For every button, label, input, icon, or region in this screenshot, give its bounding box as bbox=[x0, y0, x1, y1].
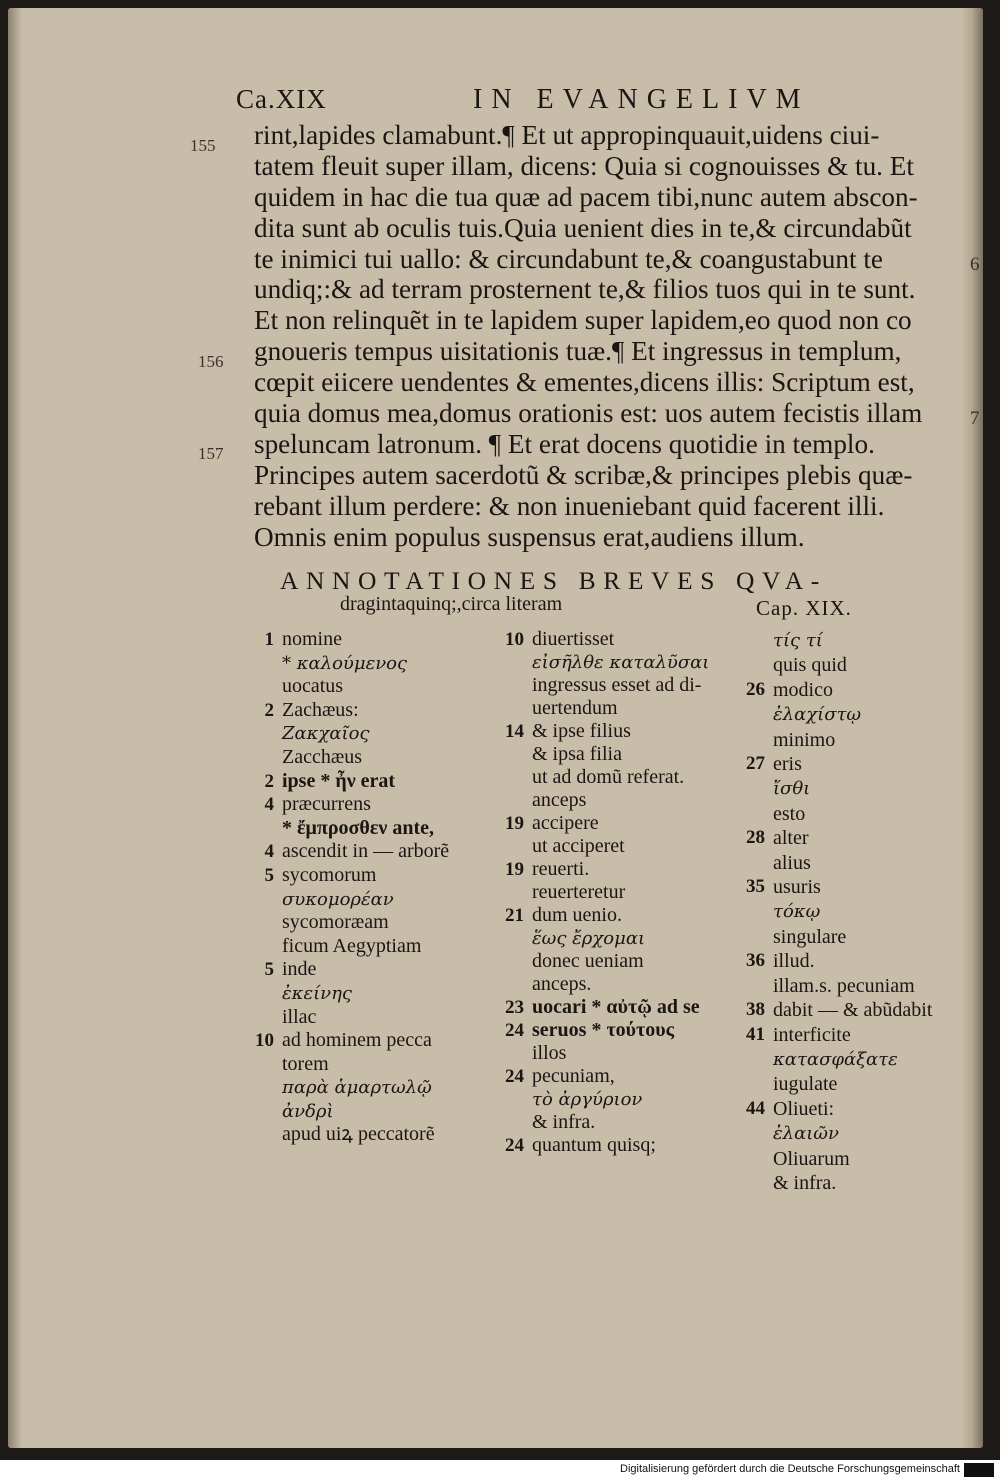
annotation-text: pecuniam, bbox=[532, 1065, 615, 1087]
annotation-verse-number: 2 bbox=[264, 699, 274, 721]
annotation-text: dabit — & abũdabit bbox=[773, 999, 933, 1022]
annotation-text: illac bbox=[282, 1005, 317, 1028]
annotation-entry bbox=[282, 888, 449, 912]
annotation-entry bbox=[773, 653, 932, 677]
annotation-text: uocatus bbox=[282, 675, 344, 698]
text-line: dita sunt ab oculis tuis.Quia uenient dies in te,& circundabũt bbox=[254, 212, 912, 243]
annotation-text: Ζακχαῖος bbox=[282, 723, 370, 745]
text-line: Et non relinquẽt in te lapidem super lapidem,eo quod non co bbox=[254, 305, 912, 336]
text-line: Principes autem sacerdotũ & scribæ,& principes plebis quæ- bbox=[254, 459, 913, 490]
annotation-text: & ipse filius bbox=[532, 720, 631, 742]
annotation-verse-number: 27 bbox=[746, 753, 765, 775]
chapter-running-head: Ca.XIX bbox=[236, 84, 327, 114]
annotation-text: sycomoræam bbox=[282, 911, 389, 934]
annotation-text: accipere bbox=[532, 812, 599, 834]
page-gutter-shadow bbox=[8, 8, 22, 1448]
annotation-entry bbox=[746, 875, 932, 899]
annotation-verse-number: 38 bbox=[746, 999, 765, 1021]
annotation-text: minimo bbox=[773, 728, 836, 751]
annotation-entry bbox=[532, 835, 709, 858]
annotation-entry bbox=[282, 1100, 449, 1124]
annotation-text: nomine bbox=[282, 628, 342, 650]
annotation-text: Zachæus: bbox=[282, 698, 359, 721]
annotation-text: uocari * αὐτῷ ad se bbox=[532, 996, 700, 1018]
annotations-heading: ANNOTATIONES BREVES QVA- bbox=[280, 566, 827, 595]
annotation-verse-number: 1 bbox=[264, 629, 274, 650]
annotation-entry bbox=[505, 1019, 709, 1042]
annotation-entry bbox=[282, 1006, 449, 1030]
text-line: speluncam latronum. ¶ Et erat docens quotidie in templo. bbox=[254, 428, 875, 459]
annotation-entry bbox=[532, 1042, 709, 1065]
annotation-entry bbox=[532, 881, 709, 904]
annotation-text: singulare bbox=[773, 925, 847, 948]
annotations-chapter: Cap. XIX. bbox=[756, 596, 852, 620]
annotation-entry bbox=[532, 927, 709, 950]
annotation-entry bbox=[746, 826, 932, 850]
annotation-entry bbox=[746, 678, 932, 702]
annotation-text: * καλούμενος bbox=[282, 652, 408, 674]
annotation-text: εἰσῆλθε καταλῦσαι bbox=[532, 652, 710, 673]
annotation-text: usuris bbox=[773, 876, 821, 899]
annotation-entry bbox=[505, 858, 709, 881]
annotation-text: torem bbox=[282, 1052, 329, 1075]
annotation-text: anceps bbox=[532, 789, 587, 811]
text-line: tatem fleuit super illam, dicens: Quia si cognouisses & tu. Et bbox=[254, 150, 914, 181]
annotation-verse-number: 24 bbox=[505, 1020, 524, 1041]
annotation-entry bbox=[282, 1123, 449, 1147]
annotation-text: ἐλαχίστῳ bbox=[773, 704, 862, 726]
annotation-entry bbox=[773, 776, 932, 801]
annotation-entry bbox=[282, 911, 449, 935]
margin-number-left: 156 bbox=[198, 352, 224, 371]
annotation-text: illam.s. pecuniam bbox=[773, 974, 915, 997]
annotation-entry bbox=[264, 698, 449, 723]
annotation-entry bbox=[505, 720, 709, 743]
annotation-verse-number: 24 bbox=[505, 1066, 524, 1087]
text-line: cœpit eiicere uendentes & ementes,dicens illis: Scriptum est, bbox=[254, 367, 915, 398]
annotation-text: & ipsa filia bbox=[532, 743, 622, 765]
annotation-text: esto bbox=[773, 802, 806, 825]
annotation-text: παρὰ ἁμαρτωλῷ bbox=[282, 1077, 432, 1099]
annotation-text: quantum quisq; bbox=[532, 1134, 656, 1156]
annotation-entry bbox=[773, 851, 932, 875]
annotation-text: τόκῳ bbox=[773, 901, 821, 923]
annotation-text: interficite bbox=[773, 1023, 851, 1046]
annotation-verse-number: 4 bbox=[264, 794, 274, 816]
annotations-column-2 bbox=[505, 628, 710, 1157]
annotation-entry bbox=[255, 1029, 449, 1053]
annotation-entry bbox=[282, 675, 449, 699]
annotation-text: ἐκείνης bbox=[282, 982, 352, 1004]
annotations-column-3 bbox=[746, 628, 933, 1195]
annotation-text: modico bbox=[773, 678, 833, 701]
main-text-block bbox=[254, 120, 983, 552]
annotations-column-1 bbox=[255, 628, 450, 1147]
annotation-entry bbox=[532, 973, 709, 996]
annotation-text: sycomorum bbox=[282, 863, 377, 886]
annotation-text: diuertisset bbox=[532, 628, 615, 650]
annotation-entry bbox=[505, 996, 709, 1019]
annotation-verse-number: 21 bbox=[505, 905, 524, 926]
annotation-entry bbox=[773, 974, 932, 998]
annotation-verse-number: 23 bbox=[505, 997, 524, 1018]
annotation-entry bbox=[532, 697, 709, 720]
annotation-verse-number: 36 bbox=[746, 950, 765, 972]
annotation-text: Oliuarum bbox=[773, 1147, 850, 1170]
annotation-entry bbox=[773, 1047, 932, 1072]
annotation-entry bbox=[773, 925, 932, 949]
annotation-entry bbox=[264, 958, 449, 982]
annotation-verse-number: 19 bbox=[505, 813, 524, 834]
annotation-text: illud. bbox=[773, 950, 815, 973]
annotation-entry bbox=[532, 1088, 709, 1111]
annotation-entry bbox=[282, 652, 449, 676]
annotation-entry bbox=[746, 1023, 932, 1047]
annotation-verse-number: 10 bbox=[505, 629, 524, 650]
annotation-entry bbox=[282, 1053, 449, 1077]
annotation-text: ἴσθι bbox=[773, 778, 811, 800]
annotation-entry bbox=[532, 1111, 709, 1134]
annotation-entry bbox=[773, 702, 932, 727]
annotation-entry bbox=[264, 769, 449, 794]
annotation-text: alius bbox=[773, 851, 811, 874]
annotation-entry bbox=[264, 628, 449, 652]
annotation-text: ad hominem pecca bbox=[282, 1029, 432, 1052]
annotation-entry bbox=[505, 812, 709, 835]
annotation-entry bbox=[505, 628, 709, 651]
annotation-text: illos bbox=[532, 1042, 567, 1064]
annotation-entry bbox=[282, 817, 449, 841]
annotation-entry bbox=[282, 746, 449, 770]
annotation-text: κατασφάξατε bbox=[773, 1048, 898, 1070]
text-line: undiq;:& ad terram prosternent te,& filios tuos qui in te sunt. bbox=[254, 274, 916, 305]
annotation-text: præcurrens bbox=[282, 793, 371, 816]
annotation-text: * ἔμπροσθεν ante, bbox=[282, 816, 435, 839]
annotation-entry bbox=[746, 1097, 932, 1121]
annotation-entry bbox=[282, 982, 449, 1006]
annotation-text: eris bbox=[773, 753, 802, 776]
annotation-verse-number: 26 bbox=[746, 678, 765, 700]
annotation-text: ἕως ἔρχομαι bbox=[532, 928, 646, 949]
annotation-entry bbox=[773, 628, 932, 653]
margin-number-left: 155 bbox=[190, 136, 216, 155]
annotation-text: τίς τί bbox=[773, 630, 823, 651]
annotation-text: & infra. bbox=[532, 1111, 596, 1133]
annotation-text: seruos * τούτους bbox=[532, 1019, 675, 1041]
annotation-verse-number: 10 bbox=[255, 1030, 274, 1052]
annotation-entry bbox=[282, 935, 449, 959]
annotation-text: anceps. bbox=[532, 973, 592, 995]
annotation-entry bbox=[532, 674, 709, 697]
annotation-text: quis quid bbox=[773, 654, 847, 677]
annotation-entry bbox=[773, 1121, 932, 1146]
text-line: quia domus mea,domus orationis est: uos autem fecistis illam bbox=[254, 398, 923, 429]
annotation-entry bbox=[746, 949, 932, 973]
annotation-entry bbox=[773, 1147, 932, 1171]
running-title: IN EVANGELIVM bbox=[473, 84, 810, 115]
annotation-entry bbox=[532, 651, 709, 674]
annotation-text: ἐλαιῶν bbox=[773, 1123, 839, 1145]
annotation-entry bbox=[773, 802, 932, 826]
annotation-text: donec ueniam bbox=[532, 950, 644, 972]
text-line: te inimici tui uallo: & circundabunt te,& coangustabunt te bbox=[254, 243, 883, 274]
annotation-text: τὸ ἀργύριον bbox=[532, 1089, 643, 1110]
dfg-logo bbox=[964, 1463, 994, 1477]
annotation-text: dum uenio. bbox=[532, 904, 622, 926]
annotations-subheading: dragintaquinq;,circa literam bbox=[340, 593, 563, 615]
annotation-text: iugulate bbox=[773, 1073, 838, 1096]
annotation-text: ἀνδρὶ bbox=[282, 1100, 334, 1122]
annotation-entry bbox=[505, 904, 709, 927]
footer-bar bbox=[0, 1460, 1000, 1482]
annotation-verse-number: 4 bbox=[264, 841, 274, 863]
book-page bbox=[8, 8, 983, 1448]
annotation-entry bbox=[505, 1134, 709, 1157]
annotation-text: uertendum bbox=[532, 697, 618, 719]
annotation-verse-number: 28 bbox=[746, 827, 765, 849]
annotation-verse-number: 5 bbox=[264, 959, 274, 981]
text-line: rebant illum perdere: & non inueniebant quid facerent illi. bbox=[254, 490, 885, 521]
annotation-entry bbox=[264, 863, 449, 888]
annotation-entry bbox=[264, 793, 449, 817]
annotation-entry bbox=[773, 1171, 932, 1195]
annotation-entry bbox=[532, 950, 709, 973]
annotation-verse-number: 44 bbox=[746, 1097, 765, 1119]
annotation-entry bbox=[532, 789, 709, 812]
annotation-entry bbox=[264, 840, 450, 864]
annotation-entry bbox=[773, 728, 932, 752]
annotation-text: ingressus esset ad di- bbox=[532, 674, 702, 696]
annotation-entry bbox=[746, 998, 933, 1022]
annotation-text: ipse * ἦν erat bbox=[282, 769, 396, 792]
annotation-verse-number: 19 bbox=[505, 859, 524, 880]
footer-credit: Digitalisierung gefördert durch die Deutsche Forschungsgemeinschaft bbox=[620, 1463, 960, 1475]
annotation-entry bbox=[746, 752, 932, 776]
margin-number-left: 157 bbox=[198, 444, 224, 463]
annotation-text: ut acciperet bbox=[532, 835, 625, 857]
annotation-text: inde bbox=[282, 958, 317, 981]
annotation-text: & infra. bbox=[773, 1171, 837, 1194]
margin-number-right: 6 bbox=[970, 254, 980, 275]
text-line: gnoueris tempus uisitationis tuæ.¶ Et ingressus in templum, bbox=[254, 336, 902, 367]
annotation-verse-number: 24 bbox=[505, 1135, 524, 1156]
annotation-entry bbox=[532, 766, 709, 789]
annotation-text: reuerteretur bbox=[532, 881, 626, 903]
annotation-text: apud uiꝝ peccatorẽ bbox=[282, 1123, 435, 1146]
annotation-entry bbox=[282, 722, 449, 746]
annotation-text: ascendit in — arborẽ bbox=[282, 840, 450, 863]
text-line: quidem in hac die tua quæ ad pacem tibi,nunc autem abscon- bbox=[254, 181, 918, 212]
page-header bbox=[8, 84, 983, 124]
annotation-text: συκομορέαν bbox=[282, 888, 394, 910]
annotation-verse-number: 41 bbox=[746, 1023, 765, 1045]
annotation-verse-number: 2 bbox=[264, 770, 274, 792]
annotation-verse-number: 14 bbox=[505, 721, 524, 742]
annotation-entry bbox=[532, 743, 709, 766]
annotation-text: Zacchæus bbox=[282, 745, 362, 768]
margin-number-right: 7 bbox=[970, 408, 980, 429]
annotation-text: alter bbox=[773, 827, 809, 850]
annotation-verse-number: 5 bbox=[264, 864, 274, 886]
annotation-entry bbox=[773, 899, 932, 924]
annotation-entry bbox=[505, 1065, 709, 1088]
annotation-verse-number: 35 bbox=[746, 876, 765, 898]
annotation-text: ut ad domũ referat. bbox=[532, 766, 685, 788]
annotation-text: Oliueti: bbox=[773, 1097, 835, 1120]
annotation-entry bbox=[282, 1076, 449, 1100]
annotation-text: reuerti. bbox=[532, 858, 590, 880]
annotation-text: ficum Aegyptiam bbox=[282, 934, 422, 957]
annotation-entry bbox=[773, 1072, 932, 1096]
text-line: Omnis enim populus suspensus erat,audiens illum. bbox=[254, 521, 805, 552]
text-line: rint,lapides clamabunt.¶ Et ut appropinquauit,uidens ciui- bbox=[254, 120, 880, 150]
